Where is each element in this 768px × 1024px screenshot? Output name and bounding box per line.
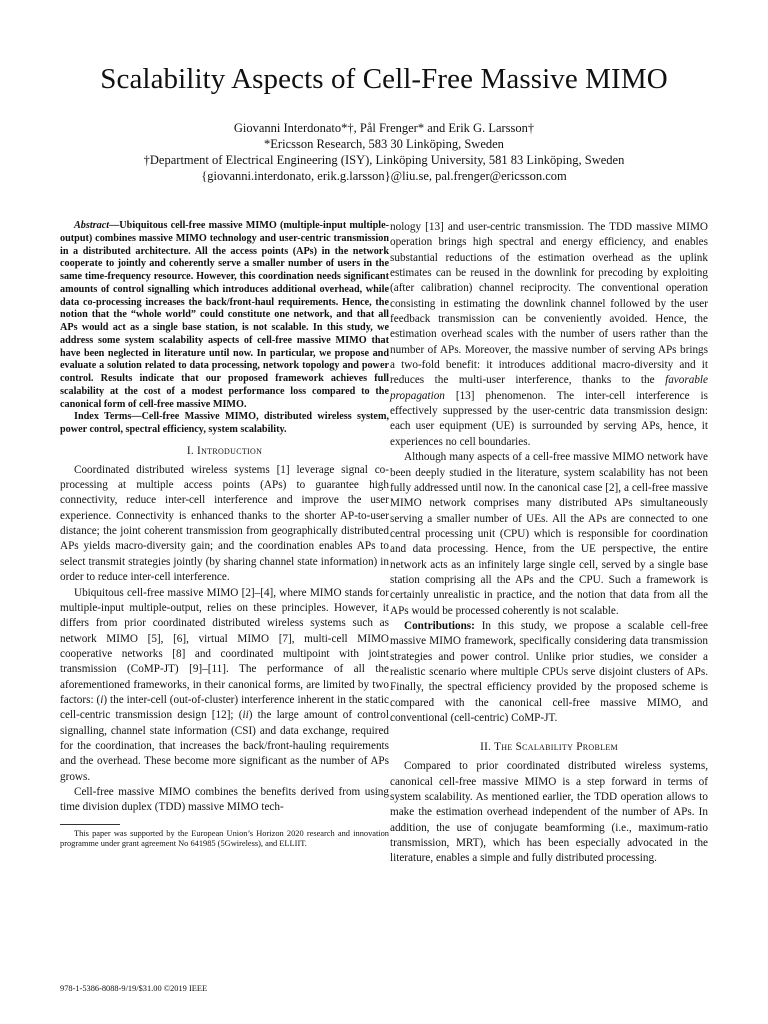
abstract: [60, 220, 389, 411]
index-terms-text: —Cell-free Massive MIMO, distributed wireless system, power control, spectral efficiency, system scalability.: [60, 411, 389, 435]
section-heading-introduction: I. Introduction: [186, 444, 263, 457]
contributions-lead: Contributions:: [404, 619, 475, 632]
footnote-divider: [60, 824, 120, 825]
intro-paragraph-4: Although many aspects of a cell-free massive MIMO network have been deeply studied in the literature, system scalability has not been fully addressed until now. In the canonical case [2], a cell-free massive MIMO network comprises many distributed APs simultaneously serving a smaller number of UEs. All the APs are connected to one central processing unit (CPU) which is responsible for coordination and data processing. Hence, from the UE perspective, the entire network acts as an infinitely large single cell, served by a single base station comprising all the APs and the CPU. Such a framework is certainly unrealistic in practice, and the notion that data from all the APs would be processed coherently is not scalable.: [390, 451, 708, 617]
contributions-text: In this study, we propose a scalable cell-free massive MIMO framework, specifically considering data transmission strategies and power control. Unlike prior studies, we consider a realistic scenario where multiple CPUs serve disjoint clusters of APs. Finally, the spectral efficiency provided by the proposed scheme is compared with the canonical cell-free massive MIMO, and conventional (cell-centric) CoMP-JT.: [390, 619, 708, 724]
author-names: Giovanni Interdonato*†, Pål Frenger* and Erik G. Larsson†: [233, 121, 535, 135]
affiliation-ericsson: *Ericsson Research, 583 30 Linköping, Sweden: [264, 137, 504, 151]
intro-p2-part-b: ) the inter-cell (out-of-cluster) interference inherent in the static cell-centric transmission design [12]; (: [60, 693, 389, 722]
intro-paragraph-1: Coordinated distributed wireless systems [1] leverage signal co-processing at multiple access points (APs) to guarantee high connectivity, reduce inter-cell interference and improve the user experience. Connectivity is enhanced thanks to the shorter AP-to-user distance; the joint coherent transmission from geographically distributed APs yields macro-diversity gain; and the coordination enables APs to select transmit strategies jointly (by sharing channel state information) in order to reduce inter-cell interference.: [60, 463, 389, 584]
intro-p2-part-c: ) the large amount of control signalling, channel state information (CSI) and data exchange, required for the coordination, that increases the back/front-hauling requirements and the overhead. These become more significant as the number of APs grows.: [60, 709, 389, 783]
intro-paragraph-contributions: [390, 619, 708, 726]
abstract-text: —Ubiquitous cell-free massive MIMO (multiple-input multiple-output) combines massive MIMO technology and user-centric transmission in a distributed architecture. All the access points (APs) in the network cooperate to jointly and coherently serve a smaller number of users in the same time-frequency resource. However, this coordination needs significant amounts of control signalling which introduces additional overhead, while data co-processing increases the back/front-haul requirements. Hence, the notion that the “whole world” could constitute one network, and that all APs would act as a single base station, is not scalable. In this study, we address some system scalability aspects of cell-free massive MIMO that have been neglected in literature until now. In particular, we propose and evaluate a solution related to data processing, network topology and power control. Results indicate that our proposed framework achieves full scalability at the cost of a modest performance loss compared to the canonical form of cell-free massive MIMO.: [60, 220, 389, 410]
intro-p3-cont-a: nology [13] and user-centric transmission. The TDD massive MIMO operation brings high spectral and energy efficiency, and enables substantial reductions of the estimation overhead as the uplink estimates can be reused in the downlink for precoding by exploiting (after calibration) channel reciprocity. The conventional operation consisting in estimating the downlink channel followed by the user feedback transmission can be conveniently avoided. Hence, the estimation overhead scales with the number of users rather than the number of APs. Moreover, the massive number of serving APs brings a two-fold benefit: it introduces additional macro-diversity and it reduces the multi-user interference, thanks to the: [390, 221, 708, 387]
intro-p2-roman-ii: ii: [242, 709, 249, 722]
section-heading-scalability: II. The Scalability Problem: [480, 741, 618, 754]
intro-paragraph-3: Cell-free massive MIMO combines the benefits derived from using time division duplex (TDD) massive MIMO tech-: [60, 785, 389, 814]
left-column: [60, 220, 389, 850]
funding-footnote: This paper was supported by the European Union’s Horizon 2020 research and innovation programme under grant agreement No 641985 (5Gwireless), and ELLIIT.: [60, 828, 389, 849]
intro-paragraph-3-continued: [390, 220, 708, 450]
right-column: [390, 220, 708, 867]
copyright-line: 978-1-5386-8088-9/19/$31.00 ©2019 IEEE: [60, 984, 208, 993]
index-terms: [60, 411, 389, 437]
author-block: [0, 120, 768, 184]
intro-p3-cont-b: [13] phenomenon. The inter-cell interference is effectively suppressed by the user-centric data transmission design: each user equipment (UE) is surrounded by serving APs, hence, it experiences no cell boundaries.: [390, 389, 708, 448]
paper-title: Scalability Aspects of Cell-Free Massive MIMO: [100, 63, 668, 95]
intro-p3-favorable-propagation: favorable propagation: [390, 374, 708, 402]
intro-p2-part-a: Ubiquitous cell-free massive MIMO [2]–[4], where MIMO stands for multiple-input multiple-output, relies on these principles. However, it differs from prior coordinated distributed wireless systems such as network MIMO [5], [6], virtual MIMO [7], multi-cell MIMO cooperative networks [8] and coordinated multipoint with joint transmission (CoMP-JT) [9]–[11]. The performance of all the aforementioned frameworks, in their canonical forms, are limited by two factors: (: [60, 586, 389, 706]
intro-paragraph-2: [60, 586, 389, 785]
author-emails: {giovanni.interdonato, erik.g.larsson}@liu.se, pal.frenger@ericsson.com: [201, 169, 567, 183]
scalability-paragraph-1: Compared to prior coordinated distributed wireless systems, canonical cell-free massive MIMO is a step forward in terms of system scalability. As mentioned earlier, the TDD operation allows to make the estimation overhead independent of the number of APs. In addition, the use of conjugate beamforming (i.e., maximum-ratio transmission, MRT), which has been especially advocated in the literature, enables a simple and fully distributed processing.: [390, 760, 708, 865]
affiliation-liu: †Department of Electrical Engineering (ISY), Linköping University, 581 83 Linköping, Sweden: [143, 153, 625, 167]
index-terms-lead: Index Terms: [74, 411, 132, 423]
abstract-lead: Abstract: [74, 220, 110, 231]
intro-p2-roman-i: i: [100, 693, 104, 706]
